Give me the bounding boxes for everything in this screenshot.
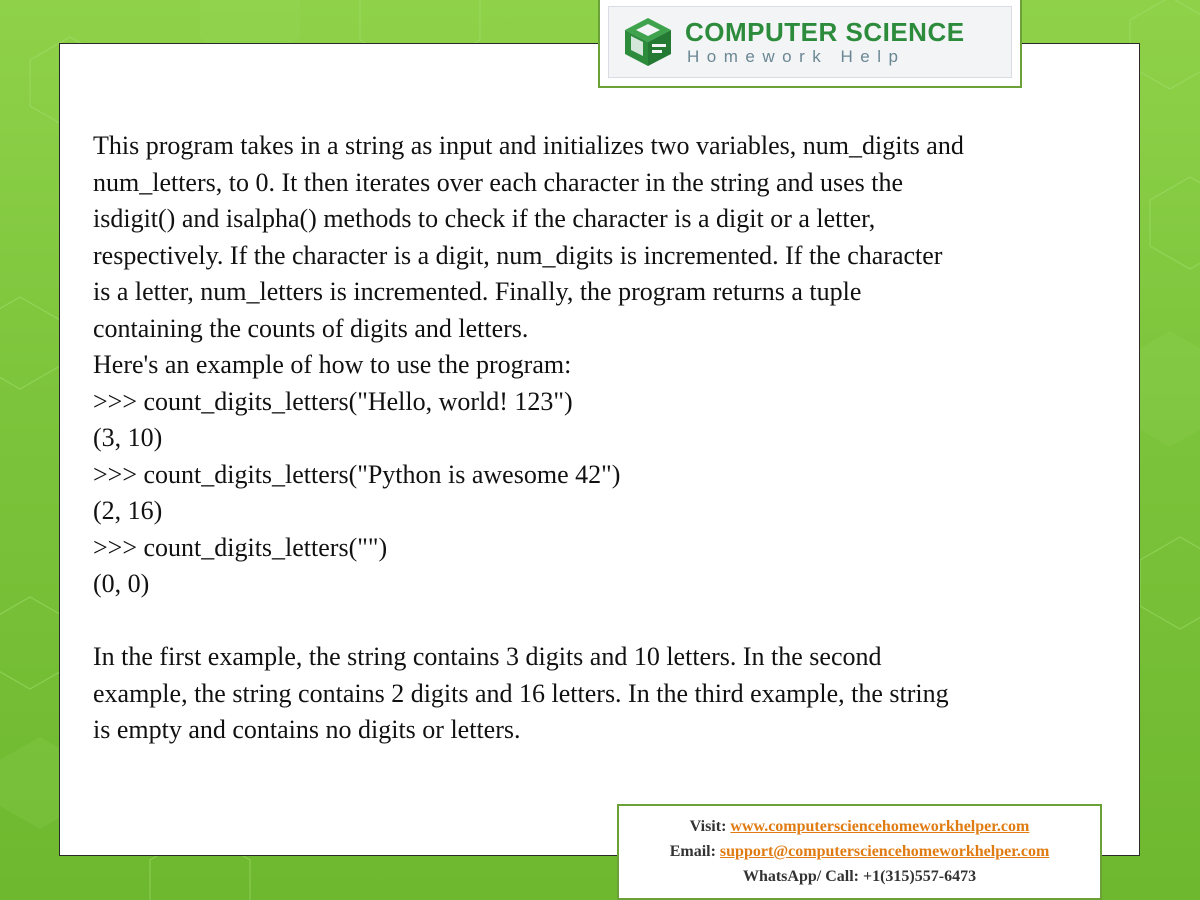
text-line: In the first example, the string contains 3 digits and 10 letters. In the second [93, 642, 882, 671]
paragraph-spacer [93, 603, 1123, 640]
contact-info-box [617, 804, 1102, 900]
email-label: Email: [669, 843, 720, 860]
output-line: (2, 16) [93, 496, 163, 525]
text-line: containing the counts of digits and letters. [93, 313, 529, 343]
text-line: This program takes in a string as input and initializes two variables, num_digits and [93, 131, 964, 160]
brand-logo [608, 6, 1012, 78]
text-line: respectively. If the character is a digit, num_digits is incremented. If the character [93, 240, 943, 270]
code-line: >>> count_digits_letters("Python is awesome 42") [93, 459, 621, 489]
cube-logo-icon [621, 16, 675, 68]
visit-row [619, 814, 1100, 839]
text-line: num_letters, to 0. It then iterates over each character in the string and uses the [93, 167, 904, 197]
text-line: example, the string contains 2 digits and 16 letters. In the third example, the string [93, 678, 949, 708]
phone-row: WhatsApp/ Call: +1(315)557-6473 [742, 868, 977, 885]
email-link[interactable]: support@computersciencehomeworkhelper.com [719, 843, 1050, 860]
website-link[interactable]: www.computersciencehomeworkhelper.com [730, 818, 1030, 835]
code-line: >>> count_digits_letters("Hello, world! 123") [93, 386, 573, 416]
brand-title: COMPUTER SCIENCE [685, 17, 965, 47]
brand-subtitle: Homework Help [687, 47, 906, 66]
text-line: isdigit() and isalpha() methods to check if the character is a digit or a letter, [93, 204, 876, 233]
code-line: >>> count_digits_letters("") [93, 532, 388, 562]
visit-label: Visit: [689, 818, 731, 835]
output-line: (3, 10) [93, 423, 163, 452]
output-line: (0, 0) [93, 569, 150, 598]
text-line: is a letter, num_letters is incremented. Finally, the program returns a tuple [93, 277, 862, 306]
text-line: Here's an example of how to use the program: [93, 350, 572, 379]
text-line: is empty and contains no digits or letters. [93, 715, 521, 744]
brand-logo-box [598, 0, 1022, 88]
email-row [619, 839, 1100, 864]
explanation-text [93, 128, 1123, 749]
